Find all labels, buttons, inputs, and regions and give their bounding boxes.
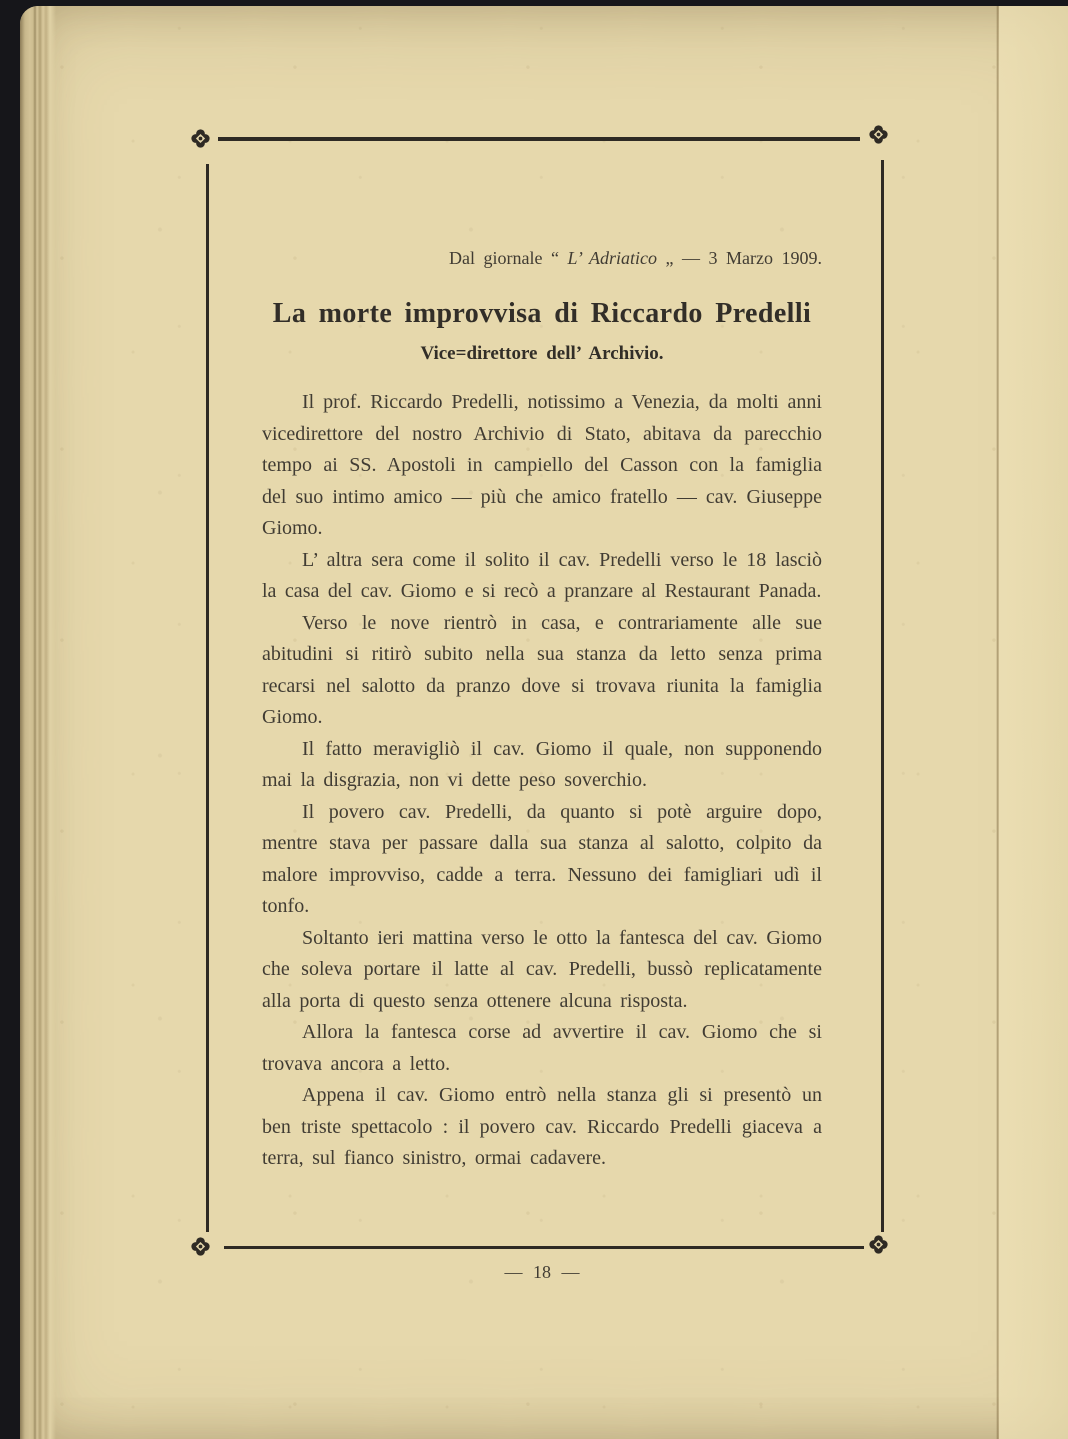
dateline-prefix: Dal giornale bbox=[449, 248, 543, 268]
paragraph: Il prof. Riccardo Predelli, notissimo a Venezia, da molti anni vicedirettore del nostro Archivio di Stato, abitava da parecchio tempo ai SS. Apostoli in campiello del Casson con la famiglia del suo intimo amico — più che amico fratello — cav. Giuseppe Giomo. bbox=[262, 391, 822, 539]
article-subtitle: Vice=direttore dell’ Archivio. bbox=[420, 343, 664, 364]
article-body bbox=[262, 387, 822, 1175]
rosette-corner-ornament-icon bbox=[191, 129, 210, 148]
rosette-corner-ornament-icon bbox=[869, 1235, 888, 1254]
frame-rule-left bbox=[206, 164, 209, 1232]
paragraph: Soltanto ieri mattina verso le otto la fantesca del cav. Giomo che soleva portare il latte al cav. Predelli, bussò replicatamente alla porta di questo senza ottenere alcuna risposta. bbox=[262, 926, 822, 1012]
paragraph: Allora la fantesca corse ad avvertire il cav. Giomo che si trovava ancora a letto. bbox=[262, 1021, 822, 1075]
adjacent-page-sliver bbox=[999, 6, 1068, 1439]
rosette-corner-ornament-icon bbox=[869, 125, 888, 144]
book-page bbox=[20, 6, 1068, 1439]
dateline-date: — 3 Marzo 1909. bbox=[682, 248, 822, 268]
close-quote: „ bbox=[665, 248, 674, 268]
paragraph: Il povero cav. Predelli, da quanto si potè arguire dopo, mentre stava per passare dalla sua stanza al salotto, colpito da malore improvviso, cadde a terra. Nessuno dei famigliari udì il tonfo. bbox=[262, 800, 822, 917]
open-quote: “ bbox=[551, 248, 559, 268]
paragraph: Il fatto meravigliò il cav. Giomo il quale, non supponendo mai la disgrazia, non vi dette peso soverchio. bbox=[262, 737, 822, 791]
dateline bbox=[262, 246, 822, 270]
article-title: La morte improvvisa di Riccardo Predelli bbox=[272, 298, 812, 329]
journal-name: L’ Adriatico bbox=[567, 248, 658, 268]
page-number: — 18 — bbox=[504, 1262, 580, 1282]
paragraph: L’ altra sera come il solito il cav. Predelli verso le 18 lasciò la casa del cav. Giomo e si recò a pranzare al Restaurant Panada. bbox=[262, 548, 822, 602]
paragraph: Verso le nove rientrò in casa, e contrariamente alle sue abitudini si ritirò subito nella sua stanza da letto senza prima recarsi nel salotto da pranzo dove si trovava riunita la famiglia Giomo. bbox=[262, 611, 822, 728]
paragraph: Appena il cav. Giomo entrò nella stanza gli si presentò un ben triste spettacolo : il povero cav. Riccardo Predelli giaceva a terra, sul fianco sinistro, ormai cadavere. bbox=[262, 1084, 822, 1169]
rosette-corner-ornament-icon bbox=[191, 1237, 210, 1256]
text-column bbox=[262, 6, 822, 1175]
book-gutter-page-edges bbox=[20, 6, 56, 1439]
page-crease-line bbox=[996, 6, 999, 1439]
frame-rule-bottom bbox=[224, 1246, 864, 1249]
frame-rule-right bbox=[881, 160, 884, 1232]
